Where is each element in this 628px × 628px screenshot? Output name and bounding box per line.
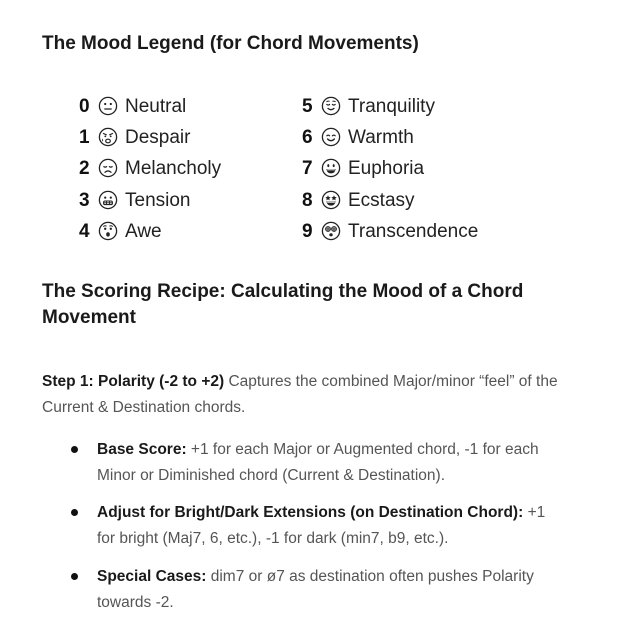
bullet-text <box>97 437 567 489</box>
step-1-paragraph <box>42 369 582 421</box>
mood-item <box>79 91 221 122</box>
mood-label: Warmth <box>348 126 414 148</box>
bullet-description: dim7 or ø7 as destination often pushes Polarity towards -2. <box>97 568 534 611</box>
mood-label: Awe <box>125 220 162 242</box>
scoring-recipe-heading: The Scoring Recipe: Calculating the Mood of a Chord Movement <box>42 281 524 328</box>
mood-number: 0 <box>79 95 90 117</box>
bullet-icon <box>71 446 78 453</box>
mood-label: Despair <box>125 126 191 148</box>
mood-legend-column-left <box>79 91 221 247</box>
mood-item <box>79 154 221 185</box>
bullet-label: Base Score: <box>97 441 187 458</box>
mood-item <box>302 122 478 153</box>
bullet-icon <box>71 573 78 580</box>
mood-item <box>302 216 478 247</box>
mood-item <box>302 154 478 185</box>
bullet-text <box>97 500 567 552</box>
mood-number: 3 <box>79 189 90 211</box>
bullet-description: +1 for each Major or Augmented chord, -1 for each Minor or Diminished chord (Current & Destination). <box>97 441 539 484</box>
step-1-description: Captures the combined Major/minor “feel” of the Current & Destination chords. <box>42 373 558 416</box>
grimacing-face-icon <box>98 190 120 212</box>
mood-label: Euphoria <box>348 158 425 180</box>
mood-label: Tension <box>125 189 191 211</box>
mood-item <box>79 185 221 216</box>
mood-number: 9 <box>302 220 313 242</box>
mood-item <box>302 91 478 122</box>
bullet-description: +1 for bright (Maj7, 6, etc.), -1 for dark (min7, b9, etc.). <box>97 504 546 547</box>
mood-number: 2 <box>79 158 90 180</box>
mood-item <box>79 122 221 153</box>
mood-number: 6 <box>302 126 313 148</box>
mood-number: 7 <box>302 158 313 180</box>
sad-face-icon <box>98 158 120 180</box>
mood-label: Melancholy <box>125 158 222 180</box>
smiling-face-icon <box>321 127 343 149</box>
bullet-icon <box>71 509 78 516</box>
mood-label: Neutral <box>125 95 187 117</box>
mood-number: 8 <box>302 189 313 211</box>
step-1-label: Step 1: Polarity (-2 to +2) <box>42 373 225 390</box>
neutral-face-icon <box>98 96 120 118</box>
mood-number: 1 <box>79 126 90 148</box>
mood-number: 5 <box>302 95 313 117</box>
mood-label: Transcendence <box>348 220 479 242</box>
bullet-text <box>97 564 567 616</box>
mood-label: Tranquility <box>348 95 435 117</box>
grinning-face-icon <box>321 158 343 180</box>
mood-item <box>302 185 478 216</box>
bullet-label: Special Cases: <box>97 568 207 585</box>
mood-legend-heading: The Mood Legend (for Chord Movements) <box>42 33 419 54</box>
astonished-face-icon <box>98 221 120 243</box>
relieved-face-icon <box>321 96 343 118</box>
mood-legend-column-right <box>302 91 478 247</box>
bullet-label: Adjust for Bright/Dark Extensions (on Destination Chord): <box>97 504 524 521</box>
anguished-face-icon <box>98 127 120 149</box>
dizzy-face-icon <box>321 221 343 243</box>
mood-number: 4 <box>79 220 90 242</box>
mood-label: Ecstasy <box>348 189 415 211</box>
mood-item <box>79 216 221 247</box>
star-struck-face-icon <box>321 190 343 212</box>
